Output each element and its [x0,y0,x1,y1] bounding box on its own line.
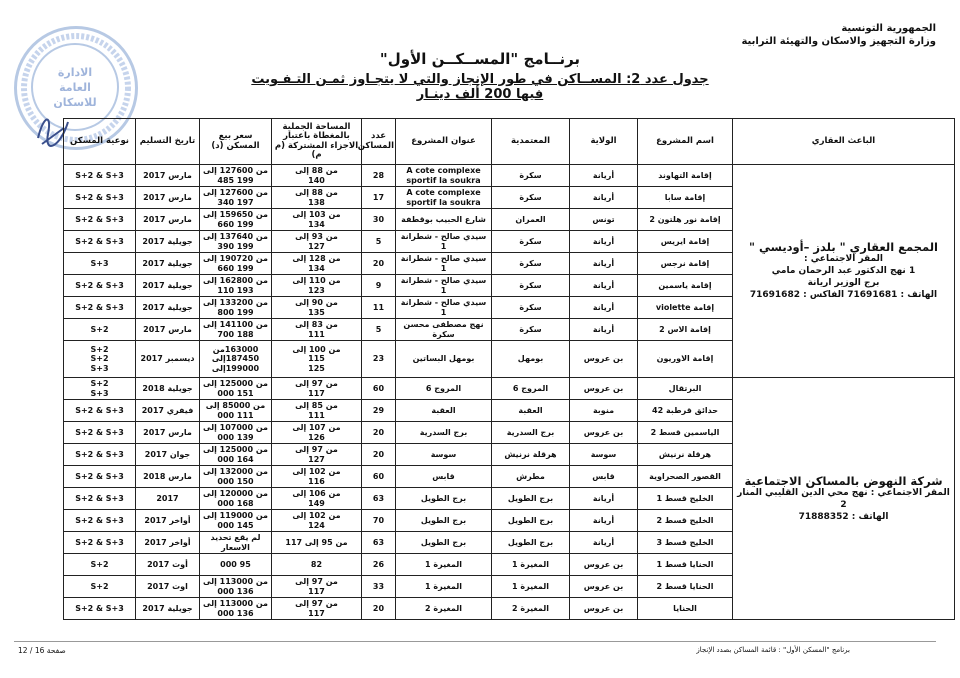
delivery-date-cell: جويلية 2017 [136,297,200,319]
delivery-date-cell: جويلية 2017 [136,253,200,275]
delegation-cell: سكرة [492,275,570,297]
delivery-date-cell: مارس 2017 [136,319,200,341]
area-range-cell: من 90 إلى 135 [272,297,362,319]
housing-type-cell: S+2 [64,554,136,576]
area-range-cell: من 103 إلى 134 [272,209,362,231]
delegation-cell: برج السدرية [492,422,570,444]
project-name-cell: الحنايا قسط 2 [638,576,733,598]
price-range-cell: من 125000 إلى 151 000 [200,378,272,400]
area-range-cell: من 106 إلى 149 [272,488,362,510]
project-name-cell: الخليج قسط 1 [638,488,733,510]
document-header [741,22,936,48]
promoter-cell [733,165,955,378]
table-row [64,165,955,187]
delegation-cell: بومهل [492,341,570,378]
project-address-cell: سوسة [396,444,492,466]
governorate-cell: أريانة [570,297,638,319]
area-range-cell: من 97 إلى 117 [272,598,362,620]
area-range-cell: من 97 إلى 117 [272,378,362,400]
delivery-date-cell: مارس 2017 [136,422,200,444]
housing-type-cell: S+2 & S+3 [64,466,136,488]
delivery-date-cell: جوان 2017 [136,444,200,466]
governorate-cell: سوسة [570,444,638,466]
delegation-cell: المغيرة 2 [492,598,570,620]
area-range-cell: من 83 إلى 111 [272,319,362,341]
area-range-cell: من 102 إلى 124 [272,510,362,532]
unit-count-cell: 11 [362,297,396,319]
project-address-cell: قابس [396,466,492,488]
unit-count-cell: 60 [362,466,396,488]
delivery-date-cell: جويلية 2017 [136,231,200,253]
delegation-cell: العمران [492,209,570,231]
housing-type-cell: S+2 & S+3 [64,598,136,620]
governorate-cell: أريانة [570,187,638,209]
promoter-contact: الهاتف : 71691681 الفاكس : 71691682 [749,290,938,300]
governorate-cell: بن عروس [570,554,638,576]
delivery-date-cell: جويلية 2018 [136,378,200,400]
delivery-date-cell: ديسمبر 2017 [136,341,200,378]
unit-count-cell: 26 [362,554,396,576]
delegation-cell: سكرة [492,253,570,275]
housing-type-cell: S+2 [64,319,136,341]
project-address-cell: نهج مصطفى محسن سكرة [396,319,492,341]
page-number: صفحة 16 / 12 [18,646,66,655]
housing-type-cell: S+2 & S+3 [64,209,136,231]
project-address-cell: برج الطويل [396,510,492,532]
delegation-cell: سكرة [492,231,570,253]
housing-type-cell: S+2 & S+3 [64,532,136,554]
project-address-cell: شارع الحبيب بوقطفة [396,209,492,231]
governorate-cell: أريانة [570,488,638,510]
delegation-cell: برج الطويل [492,488,570,510]
page-title: برنــامج "المســكــن الأول" [379,50,581,68]
governorate-cell: أريانة [570,532,638,554]
delegation-cell: سكرة [492,187,570,209]
governorate-cell: قابس [570,466,638,488]
price-range-cell: من 127600 إلى 199 485 [200,165,272,187]
unit-count-cell: 20 [362,444,396,466]
area-range-cell: من 95 إلى 117 [272,532,362,554]
project-address-cell: المغيرة 1 [396,576,492,598]
price-range-cell: من 119000 إلى 145 000 [200,510,272,532]
price-range-cell: من 127600 إلى 197 340 [200,187,272,209]
unit-count-cell: 28 [362,165,396,187]
governorate-cell: أريانة [570,165,638,187]
project-name-cell: إقامة ياسمين [638,275,733,297]
price-range-cell: من 120000 إلى 168 000 [200,488,272,510]
stamp-line: العامة [59,80,91,94]
unit-count-cell: 5 [362,231,396,253]
column-header: الباعث العقاري [733,119,955,165]
delegation-cell: المروج 6 [492,378,570,400]
price-range-cell: من 159650 إلى 199 660 [200,209,272,231]
governorate-cell: أريانة [570,319,638,341]
housing-type-cell: S+2 & S+3 [64,400,136,422]
delivery-date-cell: اوت 2017 [136,576,200,598]
unit-count-cell: 30 [362,209,396,231]
project-name-cell: إقامة violette [638,297,733,319]
column-header: المعتمدية [492,119,570,165]
project-address-cell: برج الطويل [396,532,492,554]
project-address-cell: A cote complexe sportif la soukra [396,165,492,187]
price-range-cell: من 190720 إلى 199 660 [200,253,272,275]
delegation-cell: العقبة [492,400,570,422]
housing-type-cell: S+2 [64,576,136,598]
area-range-cell: من 102 إلى 116 [272,466,362,488]
project-address-cell: سيدي صالح - شطرانة 1 [396,275,492,297]
project-name-cell: إقامة سابا [638,187,733,209]
promoter-name: المجمع العقاري " بلدز –أوديسي " [748,240,938,254]
delegation-cell: برج الطويل [492,510,570,532]
unit-count-cell: 20 [362,422,396,444]
housing-type-cell: S+2 & S+3 [64,165,136,187]
project-address-cell: المغيرة 2 [396,598,492,620]
delegation-cell: سكرة [492,165,570,187]
governorate-cell: أريانة [570,275,638,297]
delivery-date-cell: أوت 2017 [136,554,200,576]
governorate-cell: بن عروس [570,422,638,444]
project-address-cell: برج الطويل [396,488,492,510]
project-name-cell: إقامة الاس 2 [638,319,733,341]
price-range-cell: 95 000 [200,554,272,576]
unit-count-cell: 63 [362,532,396,554]
price-range-cell: من 113000 إلى 136 000 [200,598,272,620]
delegation-cell: برج الطويل [492,532,570,554]
footer-caption: برنامج "المسكن الأول" : قائمة المساكن بصدد الإنجاز [696,646,850,654]
project-name-cell: إقامة التهاوند [638,165,733,187]
housing-type-cell: S+2 S+2 S+3 [64,341,136,378]
unit-count-cell: 70 [362,510,396,532]
project-address-cell: A cote complexe sportif la soukra [396,187,492,209]
area-range-cell: من 107 إلى 126 [272,422,362,444]
unit-count-cell: 23 [362,341,396,378]
promoter-contact: الهاتف : 71888352 [798,511,889,522]
project-name-cell: الخليج قسط 2 [638,510,733,532]
project-address-cell: برج السدرية [396,422,492,444]
price-range-cell: 163000من 187450إلى 199000إلى [200,341,272,378]
area-range-cell: من 128 إلى 134 [272,253,362,275]
column-header: سعر بيع المسكن (د) [200,119,272,165]
price-range-cell: من 133200 إلى 199 800 [200,297,272,319]
price-range-cell: من 141100 إلى 188 700 [200,319,272,341]
area-range-cell: من 97 إلى 127 [272,444,362,466]
housing-type-cell: S+2 & S+3 [64,187,136,209]
housing-type-cell: S+2 & S+3 [64,510,136,532]
price-range-cell: من 137640 إلى 199 390 [200,231,272,253]
stamp-line: للاسكان [53,95,97,109]
governorate-cell: بن عروس [570,378,638,400]
project-name-cell: الحنايا قسط 1 [638,554,733,576]
delivery-date-cell: 2017 [136,488,200,510]
area-range-cell: من 100 إلى 115 125 [272,341,362,378]
governorate-cell: أريانة [570,253,638,275]
project-name-cell: إقامة نرجس [638,253,733,275]
project-name-cell: إقامة ايريس [638,231,733,253]
housing-type-cell: S+2 & S+3 [64,275,136,297]
promoter-name: شركة النهوض بالمساكن الاجتماعية [744,473,943,488]
project-address-cell: المروج 6 [396,378,492,400]
unit-count-cell: 60 [362,378,396,400]
governorate-cell: بن عروس [570,598,638,620]
project-name-cell: القصور الصحراوية [638,466,733,488]
delegation-cell: سكرة [492,319,570,341]
column-header: المساحة الجملية بالمغطاة باعتبار الاجزاء المشتركة (م م) [272,119,362,165]
delegation-cell: سكرة [492,297,570,319]
delegation-cell: المغيرة 1 [492,576,570,598]
unit-count-cell: 20 [362,253,396,275]
price-range-cell: من 125000 إلى 164 000 [200,444,272,466]
governorate-cell: بن عروس [570,576,638,598]
project-address-cell: سيدي صالح - شطرانة 1 [396,231,492,253]
delivery-date-cell: جويلية 2017 [136,275,200,297]
unit-count-cell: 17 [362,187,396,209]
footer-divider [14,641,936,642]
project-address-cell: العقبة [396,400,492,422]
unit-count-cell: 63 [362,488,396,510]
housing-type-cell: S+3 [64,253,136,275]
price-range-cell: لم يقع تحديد الاسعار [200,532,272,554]
promoter-address: المقر الاجتماعي : نهج محي الدين القليبي المنار 2 [737,487,950,510]
project-name-cell: هرقلة نرنيش [638,444,733,466]
project-address-cell: سيدي صالح - شطرانة 1 [396,297,492,319]
project-address-cell: بومهل البساتين [396,341,492,378]
housing-type-cell: S+2 & S+3 [64,444,136,466]
project-name-cell: حدائق قرطبة 42 [638,400,733,422]
project-address-cell: سيدي صالح - شطرانة 1 [396,253,492,275]
area-range-cell: من 85 إلى 111 [272,400,362,422]
price-range-cell: من 113000 إلى 136 000 [200,576,272,598]
delegation-cell: هرقلة نرنيش [492,444,570,466]
delivery-date-cell: مارس 2017 [136,209,200,231]
governorate-cell: منوبة [570,400,638,422]
delivery-date-cell: مارس 2018 [136,466,200,488]
column-header: الولاية [570,119,638,165]
ministry-label: وزارة التجهيز والاسكان والتهيئة الترابية [741,36,936,47]
column-header: اسم المشروع [638,119,733,165]
delegation-cell: المغيرة 1 [492,554,570,576]
area-range-cell: من 97 إلى 117 [272,576,362,598]
unit-count-cell: 9 [362,275,396,297]
unit-count-cell: 29 [362,400,396,422]
stamp-line: الادارة [57,65,93,79]
column-header: عدد المساكن [362,119,396,165]
governorate-cell: بن عروس [570,341,638,378]
unit-count-cell: 20 [362,598,396,620]
column-header: عنوان المشروع [396,119,492,165]
price-range-cell: من 132000 إلى 150 000 [200,466,272,488]
project-name-cell: الحنايا [638,598,733,620]
delegation-cell: مطرش [492,466,570,488]
housing-type-cell: S+2 & S+3 [64,297,136,319]
unit-count-cell: 33 [362,576,396,598]
promoter-address: المقر الاجتماعي : 1 نهج الدكتور عبد الرحمان مامي برج الوزير اريانة [771,254,916,288]
housing-type-cell: S+2 S+3 [64,378,136,400]
governorate-cell: تونس [570,209,638,231]
project-name-cell: إقامة الاوريون [638,341,733,378]
price-range-cell: من 162800 إلى 193 110 [200,275,272,297]
column-header: تاريخ التسليم [136,119,200,165]
area-range-cell: من 88 إلى 140 [272,165,362,187]
republic-label: الجمهورية التونسية [841,23,936,34]
governorate-cell: أريانة [570,231,638,253]
delivery-date-cell: جويلية 2017 [136,598,200,620]
price-range-cell: من 85000 إلى 111 000 [200,400,272,422]
table-header-row [64,119,955,165]
area-range-cell: من 110 إلى 123 [272,275,362,297]
housing-type-cell: S+2 & S+3 [64,488,136,510]
delivery-date-cell: مارس 2017 [136,165,200,187]
area-range-cell: من 88 إلى 138 [272,187,362,209]
area-range-cell: 82 [272,554,362,576]
price-range-cell: من 107000 إلى 139 000 [200,422,272,444]
delivery-date-cell: مارس 2017 [136,187,200,209]
project-name-cell: الياسمين قسط 2 [638,422,733,444]
column-header: نوعية المسكن [64,119,136,165]
project-name-cell: الخليج قسط 3 [638,532,733,554]
delivery-date-cell: فيفري 2017 [136,400,200,422]
project-name-cell: البرتقال [638,378,733,400]
delivery-date-cell: أواخر 2017 [136,510,200,532]
housing-type-cell: S+2 & S+3 [64,422,136,444]
area-range-cell: من 93 إلى 127 [272,231,362,253]
unit-count-cell: 5 [362,319,396,341]
promoter-cell [733,378,955,620]
project-address-cell: المغيرة 1 [396,554,492,576]
delivery-date-cell: أواخر 2017 [136,532,200,554]
table-row [64,378,955,400]
housing-type-cell: S+2 & S+3 [64,231,136,253]
governorate-cell: أريانة [570,510,638,532]
project-name-cell: إقامة نور هلتون 2 [638,209,733,231]
housing-table [63,118,955,620]
table-subtitle: جدول عدد 2: المســاكن في طور الإنجاز والتي لا يتجـاوز ثمـن التـفـويت فيها 200 ألف دينـار [251,72,709,102]
